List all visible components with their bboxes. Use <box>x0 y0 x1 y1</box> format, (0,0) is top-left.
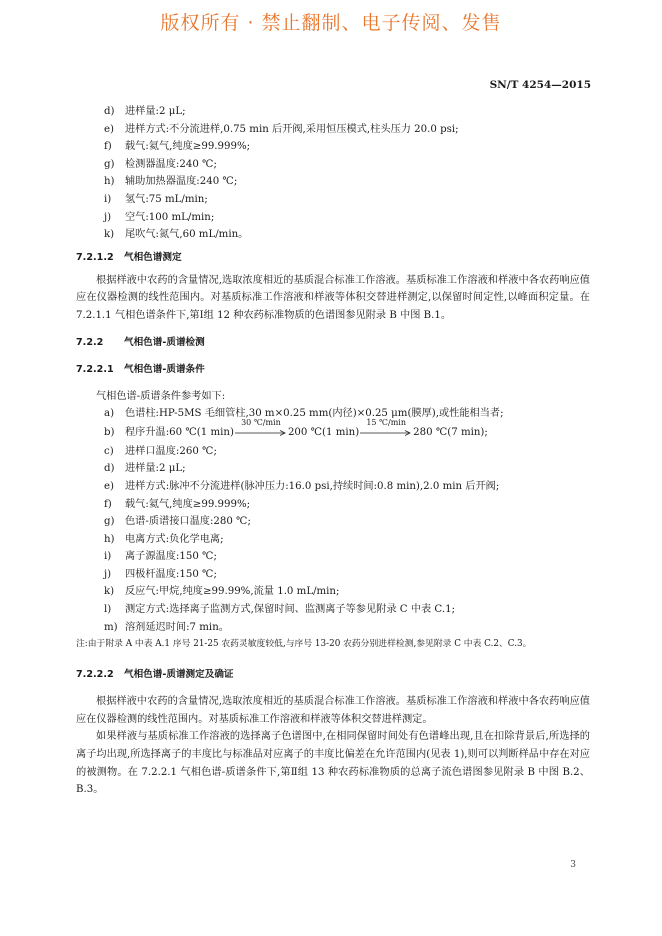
list-item <box>76 513 590 531</box>
gcms-intro: 气相色谱-质谱条件参考如下: <box>96 390 226 402</box>
list-text: 溶剂延迟时间:7 min。 <box>125 621 229 633</box>
list-item <box>76 156 590 174</box>
list-marker: c) <box>104 445 114 457</box>
list-text: 测定方式:选择离子监测方式,保留时间、监测离子等参见附录 C 中表 C.1; <box>125 604 456 616</box>
list-text: 色谱柱:HP-5MS 毛细管柱,30 m×0.25 mm(内径)×0.25 μm(膜厚),或性能相当者; <box>125 408 504 420</box>
list-marker: g) <box>104 158 115 170</box>
ramp-arrow-2 <box>360 417 412 437</box>
ramp-rate-2: 15 ℃/min <box>366 417 406 427</box>
list-text: 四极杆温度:150 ℃; <box>125 568 217 580</box>
copyright-banner: 版权所有 · 禁止翻制、电子传阅、发售 <box>160 12 502 34</box>
list-text: 载气:氦气,纯度≥99.999%; <box>125 141 251 153</box>
section-number: 7.2.2 <box>76 336 104 348</box>
list-text: 色谱-质谱接口温度:280 ℃; <box>125 516 251 528</box>
list-item <box>76 405 590 423</box>
list-item <box>76 496 590 514</box>
list-text <box>125 417 488 443</box>
list-item <box>76 443 590 461</box>
right-arrow-icon <box>235 430 287 436</box>
gcms-conditions-list <box>76 443 590 637</box>
list-text: 离子源温度:150 ℃; <box>125 551 217 563</box>
page-number: 3 <box>570 860 576 870</box>
paragraph-gc-determination: 根据样液中农药的含量情况,选取浓度相近的基质混合标准工作溶液。基质标准工作溶液和样液中各农药响应值应在仪器检测的线性范围内。对基质标准工作溶液和样液等体积交替进样测定,以保留时间定性,以峰面积定量。在 7.2.1.1 气相色谱条件下,第Ⅰ组 12 种农药标准物质的色谱图参见附录 B 中图 B.1。 <box>76 274 590 321</box>
temp-step-1: 程序升温:60 ℃(1 min) <box>125 426 234 438</box>
list-item <box>76 583 590 601</box>
standard-number: SN/T 4254—2015 <box>489 79 591 91</box>
paragraph-gcms-determination: 根据样液中农药的含量情况,选取浓度相近的基质混合标准工作溶液。基质标准工作溶液和样液中各农药响应值应在仪器检测的线性范围内。对基质标准工作溶液和样液等体积交替进样测定。 <box>76 696 590 725</box>
list-text: 载气:氦气,纯度≥99.999%; <box>125 498 251 510</box>
temp-step-3: 280 ℃(7 min); <box>413 426 488 438</box>
list-item <box>76 619 590 637</box>
section-heading-7-2-2-1 <box>76 361 590 379</box>
list-text: 进样方式:不分流进样,0.75 min 后开阀,采用恒压模式,柱头压力 20.0 psi; <box>125 123 459 135</box>
list-text: 尾吹气:氮气,60 mL/min。 <box>125 229 249 241</box>
list-item <box>76 121 590 139</box>
list-item <box>76 173 590 191</box>
gc-conditions-list <box>76 103 590 244</box>
section-title: 气相色谱-质谱测定及确证 <box>124 669 234 681</box>
list-text: 电离方式:负化学电离; <box>125 533 224 545</box>
right-arrow-icon <box>360 430 412 436</box>
list-item <box>76 191 590 209</box>
section-title: 气相色谱-质谱条件 <box>124 363 205 375</box>
section-heading-7-2-1-2 <box>76 249 590 267</box>
list-marker: i) <box>104 193 112 205</box>
list-item <box>76 226 590 244</box>
list-marker: e) <box>104 123 115 135</box>
list-marker: j) <box>104 211 112 223</box>
list-text: 反应气:甲烷,纯度≥99.99%,流量 1.0 mL/min; <box>125 586 340 598</box>
list-marker: f) <box>104 498 112 510</box>
list-text: 空气:100 mL/min; <box>125 211 215 223</box>
list-text: 进样量:2 μL; <box>125 463 186 475</box>
list-text: 检测器温度:240 ℃; <box>125 158 217 170</box>
paragraph-gcms-confirmation: 如果样液与基质标准工作溶液的选择离子色谱图中,在相同保留时间处有色谱峰出现,且在扣除背景后,所选择的离子均出现,所选择离子的丰度比与标准品对应离子的丰度比偏差在允许范围内(见表 1),则可以判断样品中存在对应的被测物。在 7.2.2.1 气相色谱-质谱条件下,第Ⅱ组 13 种农药标准物质的总离子流色谱图参见附录 B 中图 B.2、B.3。 <box>76 731 590 796</box>
section-heading-7-2-2 <box>76 334 590 352</box>
list-item <box>76 209 590 227</box>
list-marker: l) <box>104 604 112 616</box>
list-item <box>76 548 590 566</box>
document-body <box>76 103 590 799</box>
list-item <box>76 531 590 549</box>
list-marker: a) <box>104 408 115 420</box>
list-item <box>76 566 590 584</box>
section-title: 气相色谱-质谱检测 <box>124 336 205 348</box>
list-marker: e) <box>104 480 115 492</box>
list-item-temperature-program <box>76 417 590 443</box>
list-marker: i) <box>104 551 112 563</box>
list-marker: k) <box>104 586 115 598</box>
list-marker: b) <box>104 426 115 438</box>
section-number: 7.2.1.2 <box>76 251 114 263</box>
list-marker: m) <box>104 621 118 633</box>
list-item <box>76 138 590 156</box>
list-marker: g) <box>104 516 115 528</box>
list-marker: d) <box>104 463 115 475</box>
section-number: 7.2.2.2 <box>76 669 114 681</box>
note: 注:由于附录 A 中表 A.1 序号 21-25 农药灵敏度较低,与序号 13-20 农药分别进样检测,参见附录 C 中表 C.2、C.3。 <box>76 639 532 650</box>
list-marker: h) <box>104 176 115 188</box>
section-number: 7.2.2.1 <box>76 363 114 375</box>
list-marker: d) <box>104 106 115 117</box>
ramp-rate-1: 30 ℃/min <box>241 417 281 427</box>
list-text: 进样口温度:260 ℃; <box>125 445 217 457</box>
section-title: 气相色谱测定 <box>124 251 182 263</box>
list-text: 辅助加热器温度:240 ℃; <box>125 176 238 188</box>
list-marker: k) <box>104 229 115 241</box>
list-item <box>76 601 590 619</box>
list-text: 进样量:2 μL; <box>125 106 186 117</box>
ramp-arrow-1 <box>235 417 287 437</box>
list-marker: f) <box>104 141 112 153</box>
list-marker: j) <box>104 568 112 580</box>
section-heading-7-2-2-2 <box>76 666 590 684</box>
list-text: 氢气:75 mL/min; <box>125 193 208 205</box>
list-item <box>76 478 590 496</box>
list-text: 进样方式:脉冲不分流进样(脉冲压力:16.0 psi,持续时间:0.8 min),2.0 min 后开阀; <box>125 480 500 492</box>
list-item <box>76 103 590 121</box>
list-item <box>76 460 590 478</box>
list-marker: h) <box>104 533 115 545</box>
temp-step-2: 200 ℃(1 min) <box>287 426 360 438</box>
